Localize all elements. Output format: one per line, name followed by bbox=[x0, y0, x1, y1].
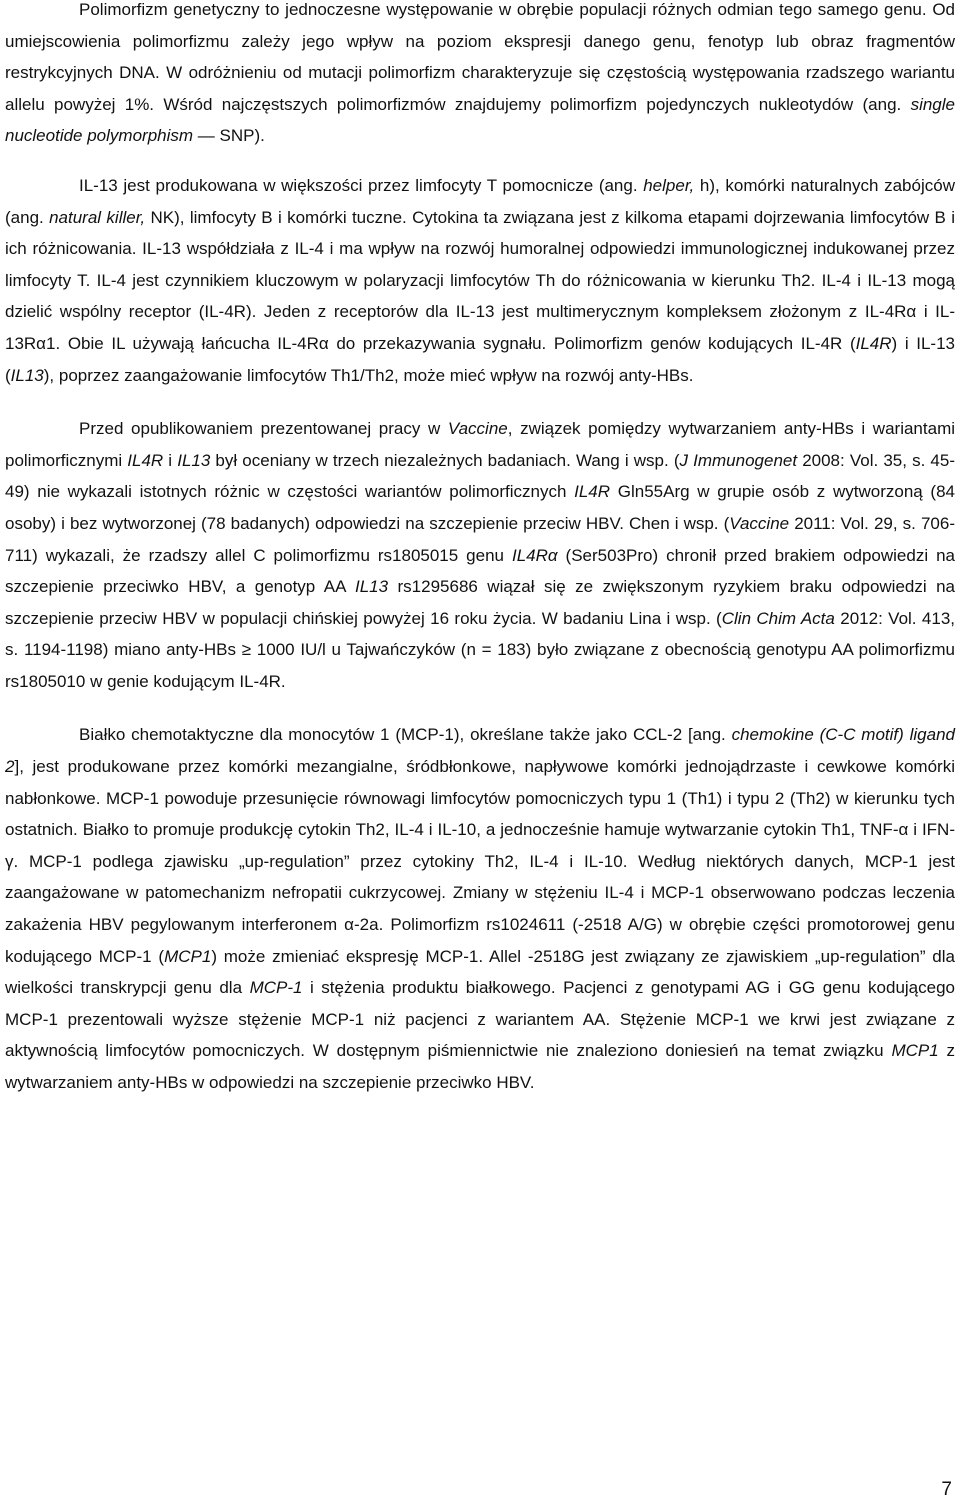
text-run: (Ser503Pro) chronił przed brakiem odpowiedzi na szczepienie przeciwko HBV, a genotyp AA bbox=[5, 545, 955, 597]
text-run: był oceniany w trzech niezależnych badaniach. Wang i wsp. ( bbox=[210, 450, 680, 470]
italic-term: IL4R bbox=[574, 482, 611, 502]
text-run: ) i IL-13 ( bbox=[5, 333, 955, 385]
text-run: 2008: Vol. 35, s. 45-49) nie wykazali istotnych różnic w częstości wariantów polimorficznych bbox=[5, 450, 955, 502]
italic-term: IL4R bbox=[855, 333, 892, 353]
italic-term: IL4R bbox=[127, 450, 164, 470]
text-run: Gln55Arg w grupie osób z wytworzoną (84 osoby) i bez wytworzonej (78 badanych) odpowiedzi na szczepienie przeciw HBV. Chen i wsp. ( bbox=[5, 482, 956, 533]
text-run: i stężenia produktu białkowego. Pacjenci z genotypami AG i GG genu kodującego MCP-1 prezentowali wyższe stężenie MCP-1 niż pacjenci z wariantem AA. Stężenie MCP-1 we krwi jest związane z aktywnością limfocytów pomocniczych. W dostępnym piśmiennictwie nie znaleziono doniesień na temat związku bbox=[5, 978, 955, 1061]
page-number: 7 bbox=[941, 1479, 952, 1500]
italic-term: IL13 bbox=[177, 450, 211, 470]
text-run: rs1295686 wiązał się ze zwiększonym ryzykiem braku odpowiedzi na szczepienie przeciw HBV w populacji chińskiej powyżej 16 roku życia. W badaniu Lina i wsp. ( bbox=[5, 577, 955, 628]
italic-term: IL13 bbox=[354, 577, 389, 597]
italic-term: chemokine (C-C motif) ligand 2 bbox=[5, 725, 955, 777]
paragraph-mcp1 bbox=[5, 719, 955, 1098]
italic-term: Vaccine bbox=[447, 419, 508, 439]
italic-term: Clin Chim Acta bbox=[721, 608, 835, 628]
text-run: IL-13 jest produkowana w większości przez limfocyty T pomocnicze (ang. bbox=[79, 175, 644, 195]
italic-term: MCP1 bbox=[164, 946, 212, 966]
text-run: 2011: Vol. 29, s. 706-711) wykazali, że rzadszy allel C polimorfizmu rs1805015 genu bbox=[5, 513, 955, 565]
italic-term: Vaccine bbox=[729, 513, 790, 533]
text-run: NK), limfocyty B i komórki tuczne. Cytokina ta związana jest z kilkoma etapami dojrzewania limfocytów B i ich różnicowania. IL-13 współdziała z IL-4 i ma wpływ na rozwój humoralnej odpowiedzi immunologicznej indukowanej przez limfocyty T. IL-4 jest czynnikiem kluczowym w polaryzacji limfocytów Th do różnicowania w kierunku Th2. IL-4 i IL-13 mogą dzielić wspólny receptor (IL-4R). Jeden z receptorów dla IL-13 jest multimerycznym kompleksem złożonym z IL-4Rα i IL-13Rα1. Obie IL używają łańcucha IL-4Rα do przekazywania sygnału. Polimorfizm genów kodujących IL-4R ( bbox=[5, 207, 955, 353]
text-run: i bbox=[163, 450, 178, 470]
italic-term: single nucleotide polymorphism bbox=[5, 94, 955, 146]
paragraph-il13 bbox=[5, 170, 955, 391]
italic-term: J Immunogenet bbox=[679, 450, 798, 470]
italic-term: natural killer, bbox=[49, 207, 146, 227]
text-run: , związek pomiędzy wytwarzaniem anty-HBs i wariantami polimorficznymi bbox=[5, 419, 956, 470]
italic-term: helper, bbox=[643, 175, 695, 195]
text-run: 2012: Vol. 413, s. 1194-1198) miano anty-HBs ≥ 1000 IU/l u Tajwańczyków (n = 183) było związane z obecnością genotypu AA polimorfizmu rs1805010 w genie kodującym IL-4R. bbox=[5, 608, 956, 691]
text-run: Polimorfizm genetyczny to jednoczesne występowanie w obrębie populacji różnych odmian tego samego genu. Od umiejscowienia polimorfizmu zależy jego wpływ na poziom ekspresji danego genu, fenotyp lub obraz fragmentów restrykcyjnych DNA. W odróżnieniu od mutacji polimorfizm charakteryzuje się częstością występowania rzadszego wariantu allelu powyżej 1%. Wśród najczęstszych polimorfizmów znajdujemy polimorfizm pojedynczych nukleotydów (ang. bbox=[5, 0, 955, 114]
paragraph-vaccine-studies bbox=[5, 413, 955, 697]
text-run: ) może zmieniać ekspresję MCP-1. Allel -2518G jest związany ze zjawiskiem „up-regulation” dla wielkości transkrypcji genu dla bbox=[5, 946, 955, 998]
italic-term: MCP1 bbox=[891, 1041, 939, 1061]
text-run: z wytwarzaniem anty-HBs w odpowiedzi na szczepienie przeciwko HBV. bbox=[5, 1041, 955, 1092]
italic-term: IL4Rα bbox=[511, 545, 558, 565]
text-run: Białko chemotaktyczne dla monocytów 1 (MCP-1), określane także jako CCL-2 [ang. bbox=[79, 725, 732, 745]
paragraph-polymorphism bbox=[5, 0, 955, 152]
text-run: h), komórki naturalnych zabójców (ang. bbox=[5, 175, 955, 227]
italic-term: IL13 bbox=[10, 365, 44, 385]
italic-term: MCP-1 bbox=[249, 978, 303, 998]
text-run: ], jest produkowane przez komórki mezangialne, śródbłonkowe, napływowe komórki jednojądrzaste i cewkowe komórki nabłonkowe. MCP-1 powoduje przesunięcie równowagi limfocytów pomocniczych typu 1 (Th1) i typu 2 (Th2) w kierunku tych ostatnich. Białko to promuje produkcję cytokin Th2, IL-4 i IL-10, a jednocześnie hamuje wytwarzanie cytokin Th1, TNF-α i IFN-γ. MCP-1 podlega zjawisku „up-regulation” przez cytokiny Th2, IL-4 i IL-10. Według niektórych danych, MCP-1 jest zaangażowane w patomechanizm nefropatii cukrzycowej. Zmiany w stężeniu IL-4 i MCP-1 obserwowano podczas leczenia zakażenia HBV pegylowanym interferonem α-2a. Polimorfizm rs1024611 (-2518 A/G) w obrębie części promotorowej genu kodującego MCP-1 ( bbox=[5, 757, 955, 966]
text-run: ), poprzez zaangażowanie limfocytów Th1/Th2, może mieć wpływ na rozwój anty-HBs. bbox=[43, 365, 694, 385]
text-run: Przed opublikowaniem prezentowanej pracy w bbox=[79, 419, 448, 439]
text-run: — SNP). bbox=[193, 126, 265, 146]
